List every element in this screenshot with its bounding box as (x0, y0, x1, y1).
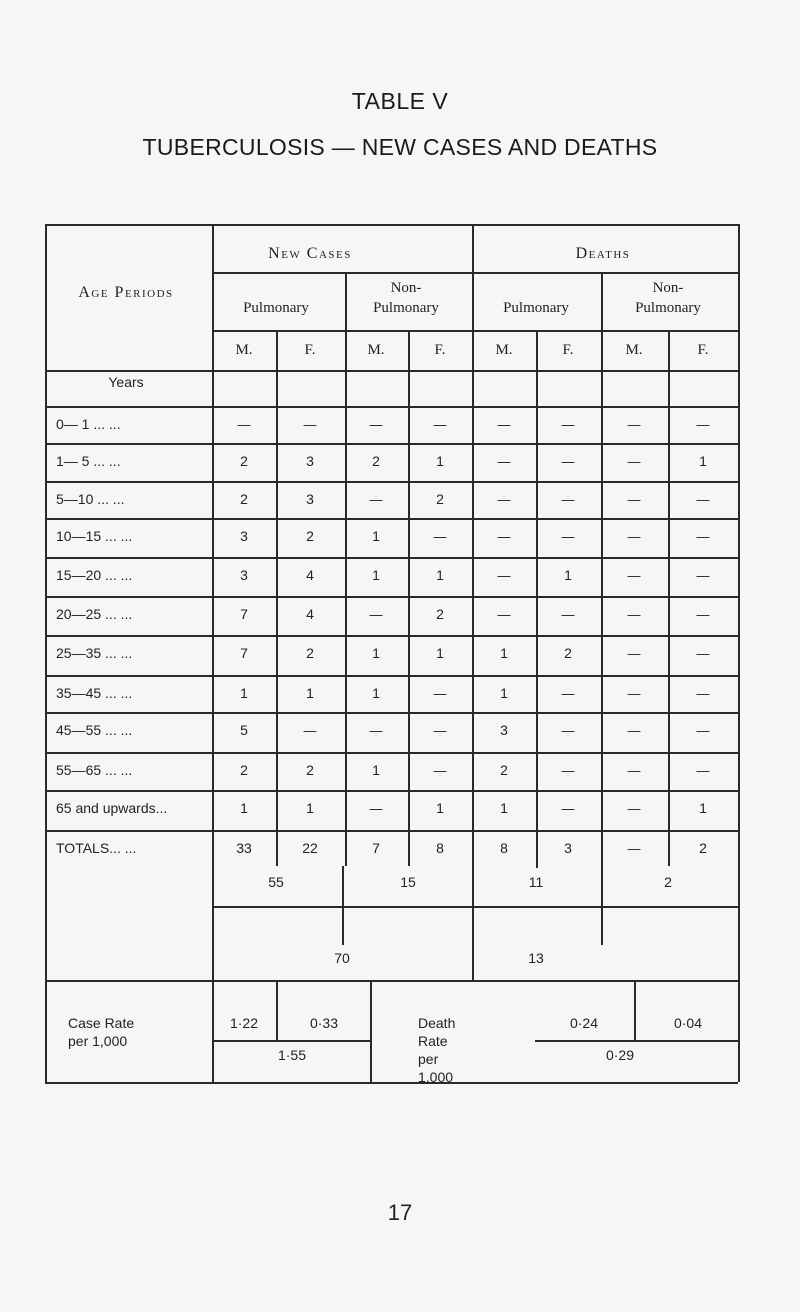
dash-mark (697, 500, 710, 501)
table-cell: 1 (500, 800, 508, 816)
table-cell: 1 (240, 800, 248, 816)
pulm-nonpulm-divider (345, 272, 347, 866)
table-cell (562, 722, 575, 738)
table-cell (562, 491, 575, 507)
dash-mark (562, 615, 575, 616)
non-pulmonary-header: Non- (652, 280, 684, 296)
case-rate-label: per 1,000 (68, 1033, 128, 1049)
dash-mark (628, 849, 641, 850)
row-rule (45, 596, 738, 598)
page-number: 17 (387, 1200, 413, 1225)
bottom-rule (45, 1082, 738, 1084)
row-rule (45, 635, 738, 637)
table-cell (370, 800, 383, 816)
table-cell: 4 (306, 567, 314, 583)
dash-mark (628, 771, 641, 772)
age-period-label: 65 and upwards... (56, 800, 168, 816)
table-cell (628, 416, 641, 432)
dash-mark (697, 771, 710, 772)
dash-mark (238, 425, 251, 426)
male-header: M. (235, 342, 253, 358)
table-cell (562, 416, 575, 432)
table-cell: 1 (500, 645, 508, 661)
table-cell: 5 (240, 722, 248, 738)
table-right-border (738, 224, 740, 1082)
header-rule (212, 272, 738, 274)
table-cell (628, 528, 641, 544)
death-rate-label: 1,000 (418, 1069, 454, 1085)
table-cell (434, 685, 447, 701)
mf-divider (408, 330, 410, 866)
rate-divider (370, 980, 372, 1082)
table-cell (628, 722, 641, 738)
table-cell (697, 528, 710, 544)
age-periods-header: Age Periods (78, 284, 174, 301)
table-cell (434, 416, 447, 432)
table-cell (370, 491, 383, 507)
table-cell: 2 (564, 645, 572, 661)
years-label: Years (108, 374, 144, 390)
dash-mark (628, 537, 641, 538)
non-pulmonary-header: Non- (390, 280, 422, 296)
dash-mark (370, 500, 383, 501)
table-cell: 33 (236, 840, 252, 856)
table-cell: 1 (500, 685, 508, 701)
table-cell (562, 606, 575, 622)
dash-mark (434, 537, 447, 538)
dash-mark (562, 809, 575, 810)
table-cell: 7 (372, 840, 380, 856)
table-cell: 2 (699, 840, 707, 856)
pair-total: 11 (528, 874, 544, 890)
dash-mark (628, 500, 641, 501)
table-cell (498, 606, 511, 622)
table-cell (498, 491, 511, 507)
table-cell: 2 (436, 491, 444, 507)
pair-total-rule (212, 906, 738, 908)
death-rate-label: Rate (418, 1033, 448, 1049)
table-cell (304, 416, 317, 432)
pair-divider (342, 866, 344, 945)
table-cell (697, 567, 710, 583)
case-rate-rule (212, 1040, 370, 1042)
table-cell: 1 (240, 685, 248, 701)
case-rate-non-pulmonary: 0·33 (309, 1015, 339, 1031)
table-cell (370, 416, 383, 432)
row-rule (45, 675, 738, 677)
table-cell: 1 (306, 685, 314, 701)
row-rule (45, 557, 738, 559)
table-cell (562, 528, 575, 544)
age-period-label: 15—20 ... ... (56, 567, 133, 583)
table-cell (434, 762, 447, 778)
table-cell: 1 (436, 800, 444, 816)
table-cell (628, 685, 641, 701)
table-cell: 2 (306, 645, 314, 661)
age-period-label: 55—65 ... ... (56, 762, 133, 778)
table-cell: 3 (240, 567, 248, 583)
age-period-label: 35—45 ... ... (56, 685, 133, 701)
dash-mark (697, 425, 710, 426)
table-cell: 2 (240, 762, 248, 778)
table-top-border (45, 224, 738, 226)
dash-mark (697, 576, 710, 577)
pair-total: 55 (268, 874, 284, 890)
non-pulmonary-header: Pulmonary (635, 300, 701, 316)
death-rate-divider (634, 980, 636, 1040)
dash-mark (697, 694, 710, 695)
row-rule (45, 406, 738, 408)
table-cell (238, 416, 251, 432)
female-header: F. (434, 342, 446, 358)
dash-mark (304, 425, 317, 426)
dash-mark (628, 654, 641, 655)
pulmonary-header: Pulmonary (503, 300, 569, 316)
dash-mark (434, 731, 447, 732)
table-cell (498, 453, 511, 469)
table-cell: 2 (306, 528, 314, 544)
table-cell: 8 (436, 840, 444, 856)
row-rule (45, 370, 738, 372)
new-cases-grand-total: 70 (334, 950, 350, 966)
female-header: F. (304, 342, 316, 358)
dash-mark (434, 425, 447, 426)
table-cell (697, 606, 710, 622)
table-cell: 1 (372, 645, 380, 661)
table-cell: 1 (436, 645, 444, 661)
mf-divider (536, 866, 538, 868)
table-cell: 1 (564, 567, 572, 583)
table-cell (562, 685, 575, 701)
age-period-label: 10—15 ... ... (56, 528, 133, 544)
dash-mark (628, 694, 641, 695)
table-cell (697, 722, 710, 738)
table-cell (562, 453, 575, 469)
dash-mark (498, 500, 511, 501)
table-cell (697, 491, 710, 507)
header-rule (212, 330, 738, 332)
dash-mark (628, 809, 641, 810)
case-rate-total: 1·55 (277, 1047, 307, 1063)
table-cell: 22 (302, 840, 318, 856)
pulm-nonpulm-divider (601, 272, 603, 945)
table-cell (697, 762, 710, 778)
pair-total: 2 (664, 874, 672, 890)
pulmonary-header: Pulmonary (243, 300, 309, 316)
table-cell: 7 (240, 645, 248, 661)
mf-divider (276, 330, 278, 866)
dash-mark (498, 615, 511, 616)
age-period-label: 45—55 ... ... (56, 722, 133, 738)
dash-mark (562, 694, 575, 695)
death-rate-non-pulmonary: 0·04 (673, 1015, 703, 1031)
dash-mark (697, 537, 710, 538)
table-cell: 1 (436, 453, 444, 469)
age-column-divider (212, 224, 214, 1082)
table-cell: 2 (436, 606, 444, 622)
dash-mark (434, 694, 447, 695)
dash-mark (562, 462, 575, 463)
table-cell (628, 840, 641, 856)
dash-mark (498, 537, 511, 538)
table-cell: 1 (436, 567, 444, 583)
table-cell (628, 567, 641, 583)
table-cell (697, 685, 710, 701)
dash-mark (498, 576, 511, 577)
case-rate-divider (276, 980, 278, 1040)
table-subtitle: TUBERCULOSIS — NEW CASES AND DEATHS (142, 134, 658, 160)
table-cell: 8 (500, 840, 508, 856)
dash-mark (562, 537, 575, 538)
table-cell (628, 762, 641, 778)
pair-total: 15 (400, 874, 416, 890)
age-period-label: 25—35 ... ... (56, 645, 133, 661)
male-header: M. (495, 342, 513, 358)
deaths-grand-total: 13 (528, 950, 544, 966)
table-cell: 2 (306, 762, 314, 778)
table-cell: 1 (372, 567, 380, 583)
dash-mark (697, 615, 710, 616)
dash-mark (562, 771, 575, 772)
dash-mark (498, 425, 511, 426)
table-cell: 1 (699, 800, 707, 816)
table-cell (562, 800, 575, 816)
table-cell (628, 645, 641, 661)
dash-mark (370, 731, 383, 732)
new-cases-header: New Cases (268, 245, 352, 262)
dash-mark (304, 731, 317, 732)
mf-divider (536, 330, 538, 866)
dash-mark (697, 654, 710, 655)
dash-mark (697, 731, 710, 732)
table-cell: 2 (372, 453, 380, 469)
table-cell (697, 416, 710, 432)
table-cell (370, 722, 383, 738)
row-rule (45, 481, 738, 483)
table-cell (434, 722, 447, 738)
age-period-label: 20—25 ... ... (56, 606, 133, 622)
dash-mark (562, 500, 575, 501)
table-left-border (45, 224, 47, 1082)
table-cell: 3 (500, 722, 508, 738)
table-cell: 3 (306, 491, 314, 507)
row-rule (45, 518, 738, 520)
dash-mark (628, 425, 641, 426)
row-rule (45, 443, 738, 445)
table-cell: 3 (564, 840, 572, 856)
age-period-label: TOTALS... ... (56, 840, 137, 856)
table-cell: 1 (699, 453, 707, 469)
new-cases-deaths-divider (472, 224, 474, 980)
table-cell: 1 (372, 685, 380, 701)
row-rule (45, 752, 738, 754)
dash-mark (498, 462, 511, 463)
death-rate-rule (535, 1040, 738, 1042)
dash-mark (370, 425, 383, 426)
table-cell (628, 800, 641, 816)
table-cell (304, 722, 317, 738)
dash-mark (370, 809, 383, 810)
dash-mark (434, 771, 447, 772)
table-cell: 1 (372, 528, 380, 544)
row-rule (45, 830, 738, 832)
age-period-label: 5—10 ... ... (56, 491, 125, 507)
table-cell: 4 (306, 606, 314, 622)
table-cell (562, 762, 575, 778)
dash-mark (628, 615, 641, 616)
table-cell: 7 (240, 606, 248, 622)
table-cell: 3 (240, 528, 248, 544)
table-cell: 2 (240, 491, 248, 507)
table-cell: 3 (306, 453, 314, 469)
case-rate-label: Case Rate (68, 1015, 135, 1031)
dash-mark (628, 576, 641, 577)
table-cell: 1 (306, 800, 314, 816)
deaths-header: Deaths (575, 245, 631, 262)
age-period-label: 1— 5 ... ... (56, 453, 121, 469)
dash-mark (562, 425, 575, 426)
death-rate-label: per (418, 1051, 439, 1067)
table-cell (498, 416, 511, 432)
death-rate-total: 0·29 (605, 1047, 635, 1063)
dash-mark (628, 462, 641, 463)
dash-mark (562, 731, 575, 732)
table-cell (434, 528, 447, 544)
non-pulmonary-header: Pulmonary (373, 300, 439, 316)
case-rate-pulmonary: 1·22 (229, 1015, 259, 1031)
table-cell (370, 606, 383, 622)
row-rule (45, 790, 738, 792)
table-cell (628, 606, 641, 622)
table-cell: 2 (500, 762, 508, 778)
female-header: F. (697, 342, 709, 358)
male-header: M. (625, 342, 643, 358)
dash-mark (370, 615, 383, 616)
female-header: F. (562, 342, 574, 358)
male-header: M. (367, 342, 385, 358)
death-rate-pulmonary: 0·24 (569, 1015, 599, 1031)
table-cell: 2 (240, 453, 248, 469)
table-cell (697, 645, 710, 661)
table-title: TABLE V (351, 88, 449, 114)
death-rate-label: Death (418, 1015, 456, 1031)
table-cell (498, 567, 511, 583)
dash-mark (628, 731, 641, 732)
mf-divider (668, 330, 670, 866)
table-cell (628, 491, 641, 507)
table-cell: 1 (372, 762, 380, 778)
table-cell (498, 528, 511, 544)
table-cell (628, 453, 641, 469)
age-period-label: 0— 1 ... ... (56, 416, 121, 432)
row-rule (45, 712, 738, 714)
